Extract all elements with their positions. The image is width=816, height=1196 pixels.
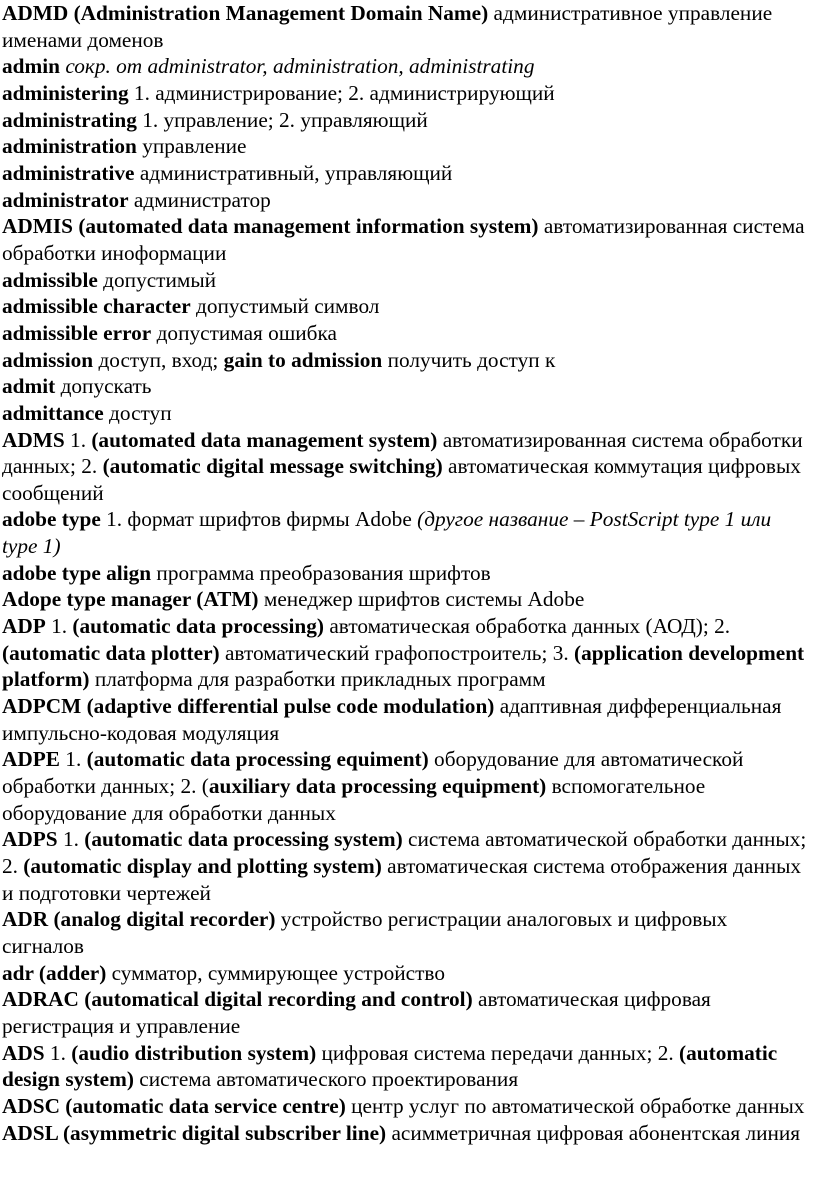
entry-definition: платформа для разработки прикладных программ — [89, 667, 546, 692]
entry-definition: автоматизированная система обработки иноформации — [2, 214, 805, 265]
entry-term: (automatic digital message switching) — [102, 454, 443, 479]
entry-note: сокр. от administrator, administration, administrating — [65, 54, 535, 79]
entry-definition: менеджер шрифтов системы Adobe — [258, 587, 585, 612]
entry-definition: автоматизированная система обработки данных; 2. — [2, 427, 803, 479]
entry-term: (automatic display and plotting system) — [23, 854, 382, 878]
glossary-entry — [2, 613, 810, 693]
entry-definition: 1. управление; 2. управляющий — [136, 107, 428, 132]
entry-term: (audio distribution system) — [71, 1040, 317, 1065]
glossary-entry — [2, 213, 810, 266]
entry-term: ADMS — [2, 427, 65, 452]
entry-definition: получить доступ к — [382, 347, 556, 372]
glossary-entry — [2, 133, 810, 160]
entry-definition: администратор — [128, 187, 271, 212]
entry-term: ADS — [2, 1040, 45, 1065]
entry-term: ADPCM (adaptive differential pulse code modulation) — [2, 694, 495, 719]
entry-term: admissible error — [2, 320, 152, 345]
entry-term: administrating — [2, 107, 137, 132]
entry-term: administering — [2, 80, 129, 105]
glossary-entry — [2, 1120, 810, 1147]
entry-term: admission — [2, 347, 94, 372]
entry-definition: устройство регистрации аналоговых и цифровых сигналов — [2, 907, 728, 958]
entry-term: (application development platform) — [2, 640, 805, 692]
entry-definition: 1. — [45, 614, 73, 639]
entry-definition: автоматическая коммутация цифровых сообщений — [2, 454, 801, 505]
entry-term: ADPE — [2, 747, 60, 772]
glossary-entry — [2, 347, 810, 374]
entry-term: (automated data management system) — [91, 427, 438, 452]
entry-definition: автоматическая обработка данных (АОД); 2. — [324, 614, 731, 639]
entry-term: administrator — [2, 187, 129, 212]
glossary-entry — [2, 506, 810, 559]
glossary-entry — [2, 0, 810, 53]
entry-definition: асимметричная цифровая абонентская линия — [386, 1120, 801, 1145]
entry-term: admittance — [2, 400, 104, 425]
glossary-entry — [2, 826, 810, 906]
glossary-entry — [2, 267, 810, 294]
entry-term: administrative — [2, 160, 135, 185]
entry-term: (automatic data processing) — [72, 614, 325, 639]
entry-term: ADR (analog digital recorder) — [2, 907, 276, 932]
entry-term: auxiliary data processing equipment) — [208, 774, 547, 799]
entry-definition: 1. — [59, 747, 87, 772]
entry-definition: автоматическая система отображения данных и подготовки чертежей — [2, 854, 802, 905]
entry-definition: допустимый — [97, 267, 217, 292]
entry-term: ADSL (asymmetric digital subscriber line) — [2, 1120, 387, 1145]
entry-term: Adope type manager (ATM) — [2, 587, 259, 612]
entry-term: administration — [2, 134, 137, 159]
entry-term: admit — [2, 374, 56, 399]
entry-term: admissible character — [2, 294, 191, 319]
entry-term: admin — [2, 54, 60, 79]
entry-definition: цифровая система передачи данных; 2. — [316, 1040, 680, 1065]
entry-note: (другое название – PostScript type 1 или type 1) — [2, 507, 772, 559]
entry-definition: центр услуг по автоматической обработке данных — [345, 1093, 805, 1118]
glossary-entry — [2, 906, 810, 959]
glossary-entry — [2, 80, 810, 107]
glossary-entry — [2, 160, 810, 187]
entry-definition: автоматический графопостроитель; 3. — [219, 640, 574, 665]
entry-term: admissible — [2, 267, 98, 292]
entry-definition: допустимый символ — [190, 294, 380, 319]
entry-definition: 1. администрирование; 2. администрирующий — [128, 80, 555, 105]
entry-term: ADRAC (automatical digital recording and control) — [2, 987, 473, 1012]
entry-definition: административное управление именами доменов — [2, 1, 773, 52]
glossary-entry — [2, 107, 810, 134]
entry-definition: программа преобразования шрифтов — [151, 560, 491, 585]
glossary-entry — [2, 693, 810, 746]
entry-definition: доступ — [103, 400, 172, 425]
entry-term: adobe type — [2, 507, 101, 532]
glossary-entry — [2, 586, 810, 613]
glossary-entry — [2, 293, 810, 320]
entry-term: ADP — [2, 614, 46, 639]
entry-definition: административный, управляющий — [134, 160, 453, 185]
entry-definition: вспомогательное оборудование для обработки данных — [2, 774, 706, 825]
entry-term: adr (adder) — [2, 960, 107, 985]
entry-term: gain to admission — [223, 347, 383, 372]
entry-definition: система автоматической обработки данных; 2. — [2, 827, 807, 878]
entry-term: adobe type align — [2, 560, 152, 585]
glossary-entry — [2, 960, 810, 987]
glossary-entry — [2, 187, 810, 214]
glossary-entry — [2, 53, 810, 80]
entry-term: ADSC (automatic data service centre) — [2, 1093, 346, 1118]
glossary-entry — [2, 746, 810, 826]
entry-definition: допускать — [55, 374, 152, 399]
entry-definition: автоматическая цифровая регистрация и управление — [2, 987, 711, 1038]
entry-term: ADMIS (automated data management information system) — [2, 214, 539, 239]
entry-definition: доступ, вход; — [93, 347, 224, 372]
entry-term: (automatic data processing system) — [84, 827, 403, 852]
glossary-entry — [2, 1093, 810, 1120]
entry-definition: адаптивная дифференциальная импульсно-кодовая модуляция — [2, 694, 782, 745]
entry-definition: 1. — [64, 427, 92, 452]
glossary-entry — [2, 1040, 810, 1093]
glossary-entry — [2, 373, 810, 400]
glossary-entry — [2, 560, 810, 587]
entry-definition: система автоматического проектирования — [133, 1067, 519, 1092]
entry-term: ADPS — [2, 827, 58, 852]
entry-definition: допустимая ошибка — [151, 320, 337, 345]
entry-definition: 1. формат шрифтов фирмы Adobe — [100, 507, 418, 532]
entry-definition: 1. — [44, 1040, 72, 1065]
entry-definition: оборудование для автоматической обработки данных; 2. ( — [2, 747, 744, 799]
entry-term: (automatic design system) — [2, 1040, 778, 1092]
entry-definition: сумматор, суммирующее устройство — [106, 960, 445, 985]
glossary-entry — [2, 427, 810, 507]
entry-term: ADMD (Administration Management Domain Name) — [2, 1, 489, 25]
glossary-entry — [2, 400, 810, 427]
glossary-entry — [2, 320, 810, 347]
entry-definition: 1. — [57, 827, 85, 852]
glossary-entry — [2, 986, 810, 1039]
entry-term: (automatic data processing equiment) — [86, 747, 429, 772]
entry-term: (automatic data plotter) — [2, 640, 220, 665]
entry-definition: управление — [136, 134, 247, 159]
